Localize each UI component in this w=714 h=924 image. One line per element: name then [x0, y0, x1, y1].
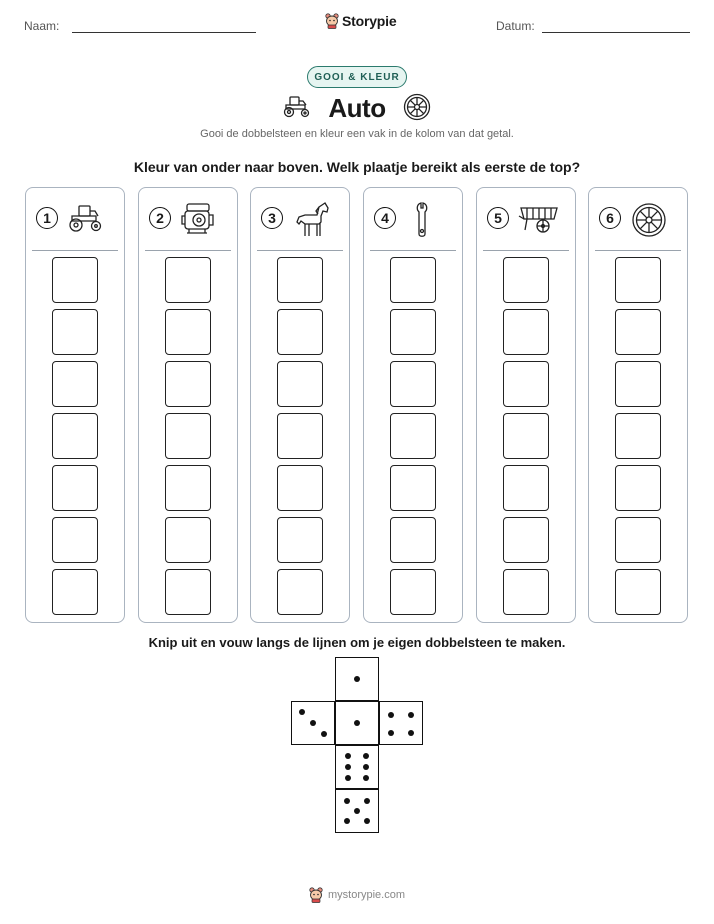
cell[interactable]	[165, 517, 211, 563]
footer-url[interactable]: mystorypie.com	[327, 889, 406, 901]
dice-pip	[354, 676, 360, 682]
cell[interactable]	[503, 465, 549, 511]
cell[interactable]	[52, 465, 98, 511]
dice-face-6	[335, 745, 379, 789]
footer	[0, 887, 714, 903]
dice-face-4	[379, 701, 423, 745]
column-header	[251, 188, 349, 250]
dice-face-3	[291, 701, 335, 745]
cell[interactable]	[165, 361, 211, 407]
dice-face-1	[335, 657, 379, 701]
wheel-icon	[403, 93, 431, 121]
storypie-mascot-icon	[325, 13, 339, 29]
column-header	[477, 188, 575, 250]
column-2	[138, 187, 238, 623]
dice-pip	[321, 731, 327, 737]
cell[interactable]	[165, 309, 211, 355]
cell[interactable]	[503, 517, 549, 563]
cell[interactable]	[503, 413, 549, 459]
dice-pip	[345, 764, 351, 770]
cell[interactable]	[165, 569, 211, 615]
cell[interactable]	[277, 517, 323, 563]
dice-pip	[364, 818, 370, 824]
dice-pip	[310, 720, 316, 726]
dice-pip	[344, 798, 350, 804]
tractor-icon	[66, 200, 106, 236]
cell[interactable]	[390, 465, 436, 511]
storypie-mascot-icon	[309, 887, 323, 903]
instruction: Kleur van onder naar boven. Welk plaatje bereikt als eerste de top?	[133, 159, 581, 175]
column-number: 6	[599, 207, 621, 229]
cell[interactable]	[390, 569, 436, 615]
cell[interactable]	[52, 361, 98, 407]
name-line[interactable]	[72, 32, 256, 33]
column-1	[25, 187, 125, 623]
cell[interactable]	[615, 309, 661, 355]
cell[interactable]	[615, 465, 661, 511]
cell[interactable]	[390, 309, 436, 355]
cell[interactable]	[277, 569, 323, 615]
cell[interactable]	[52, 517, 98, 563]
column-6	[588, 187, 688, 623]
cell[interactable]	[390, 257, 436, 303]
cell[interactable]	[165, 413, 211, 459]
cell[interactable]	[52, 257, 98, 303]
cell[interactable]	[52, 309, 98, 355]
column-number: 3	[261, 207, 283, 229]
cell[interactable]	[165, 257, 211, 303]
dice-face-5	[335, 789, 379, 833]
dice-face-1	[335, 701, 379, 745]
dice-pip	[408, 712, 414, 718]
brand-name: Storypie	[342, 13, 397, 29]
horse-icon	[291, 200, 335, 240]
dice-pip	[363, 775, 369, 781]
cell[interactable]	[277, 413, 323, 459]
cell[interactable]	[390, 361, 436, 407]
cell[interactable]	[390, 413, 436, 459]
column-header	[26, 188, 124, 250]
column-header	[139, 188, 237, 250]
dice-instruction: Knip uit en vouw langs de lijnen om je eigen dobbelsteen te maken.	[148, 635, 566, 650]
column-5	[476, 187, 576, 623]
game-type-badge: GOOI & KLEUR	[307, 66, 407, 88]
brand-logo	[325, 13, 396, 29]
cell[interactable]	[615, 517, 661, 563]
dice-pip	[364, 798, 370, 804]
cart-icon	[517, 200, 561, 236]
dice-pip	[388, 712, 394, 718]
dice-pip	[344, 818, 350, 824]
dice-pip	[345, 753, 351, 759]
date-label: Datum:	[496, 19, 535, 33]
cell[interactable]	[615, 413, 661, 459]
cell[interactable]	[277, 361, 323, 407]
engine-icon	[179, 200, 219, 236]
cell[interactable]	[503, 309, 549, 355]
dice-pip	[408, 730, 414, 736]
cell[interactable]	[390, 517, 436, 563]
column-4	[363, 187, 463, 623]
cell[interactable]	[277, 465, 323, 511]
cell[interactable]	[165, 465, 211, 511]
dice-pip	[345, 775, 351, 781]
column-header	[589, 188, 687, 250]
dice-pip	[354, 720, 360, 726]
column-number: 5	[487, 207, 509, 229]
date-line[interactable]	[542, 32, 690, 33]
cell[interactable]	[52, 413, 98, 459]
page-title: Auto	[328, 93, 386, 123]
name-label: Naam:	[24, 19, 60, 33]
column-header	[364, 188, 462, 250]
column-number: 4	[374, 207, 396, 229]
column-number: 2	[149, 207, 171, 229]
cell[interactable]	[503, 569, 549, 615]
dice-pip	[363, 753, 369, 759]
wheel-icon	[629, 200, 669, 240]
dice-pip	[354, 808, 360, 814]
dice-pip	[299, 709, 305, 715]
cell[interactable]	[615, 257, 661, 303]
cell[interactable]	[503, 361, 549, 407]
dice-pip	[363, 764, 369, 770]
column-number: 1	[36, 207, 58, 229]
dice-pip	[388, 730, 394, 736]
wrench-icon	[404, 200, 444, 240]
cell[interactable]	[503, 257, 549, 303]
cell[interactable]	[52, 569, 98, 615]
cell[interactable]	[277, 309, 323, 355]
title-row	[0, 93, 714, 123]
column-3	[250, 187, 350, 623]
cell[interactable]	[277, 257, 323, 303]
cell[interactable]	[615, 569, 661, 615]
subtitle: Gooi de dobbelsteen en kleur een vak in de kolom van dat getal.	[200, 128, 514, 140]
cell[interactable]	[615, 361, 661, 407]
